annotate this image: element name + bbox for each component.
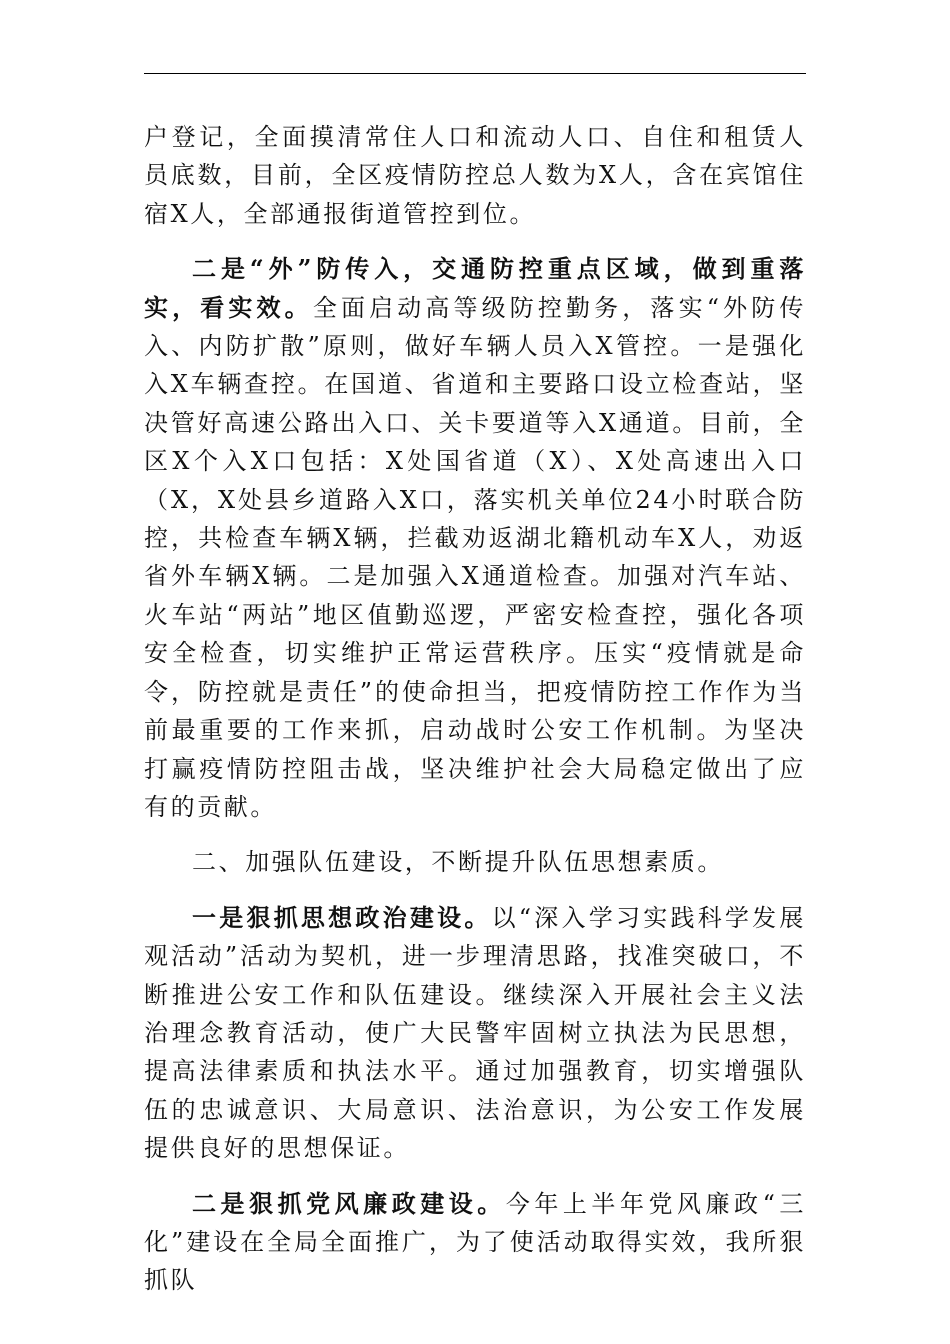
- paragraph-lead: 二是狠抓党风廉政建设。: [192, 1188, 506, 1218]
- document-body: [144, 118, 806, 1300]
- section-heading-text: 二、加强队伍建设，不断提升队伍思想素质。: [192, 848, 724, 877]
- paragraph-continuation: [144, 118, 806, 233]
- paragraph-text: 今年上半年党风廉政“三化”建设在全局全面推广，为了使活动取得实效，我所狠抓队: [144, 1189, 806, 1295]
- paragraph-lead: 二是“外”防传入，交通防控重点区域，做到重落实，看实效。: [144, 254, 806, 322]
- paragraph-text: 户登记，全面摸清常住人口和流动人口、自住和租赁人员底数，目前，全区疫情防控总人数为X人，含在宾馆住宿X人，全部通报街道管控到位。: [144, 123, 806, 228]
- header-rule: [144, 73, 806, 74]
- paragraph-text: 全面启动高等级防控勤务，落实“外防传入、内防扩散”原则，做好车辆人员入X管控。一是强化入X车辆查控。在国道、省道和主要路口设立检查站，坚决管好高速公路出入口、关卡要道等入X通道。目前，全区X个入X口包括：X处国省道（X）、X处高速出入口（X，X处县乡道路入X口，落实机关单位24小时联合防控，共检查车辆X辆，拦截劝返湖北籍机动车X人，劝返省外车辆X辆。二是加强入X通道检查。加强对汽车站、火车站“两站”地区值勤巡逻，严密安检查控，强化各项安全检查，切实维护正常运营秩序。压实“疫情就是命令，防控就是责任”的使命担当，把疫情防控工作作为当前最重要的工作来抓，启动战时公安工作机制。为坚决打赢疫情防控阻击战，坚决维护社会大局稳定做出了应有的贡献。: [144, 293, 806, 821]
- paragraph-external-prevention: [144, 250, 806, 826]
- paragraph-lead: 一是狠抓思想政治建设。: [192, 902, 492, 932]
- paragraph-text: 以“深入学习实践科学发展观活动”活动为契机，进一步理清思路，找准突破口，不断推进公安工作和队伍建设。继续深入开展社会主义法治理念教育活动，使广大民警牢固树立执法为民思想，提高法律素质和执法水平。通过加强教育，切实增强队伍的忠诚意识、大局意识、法治意识，为公安工作发展提供良好的思想保证。: [144, 903, 806, 1163]
- paragraph-political-building: [144, 899, 806, 1168]
- paragraph-integrity-building: [144, 1185, 806, 1300]
- section-heading: [144, 843, 806, 881]
